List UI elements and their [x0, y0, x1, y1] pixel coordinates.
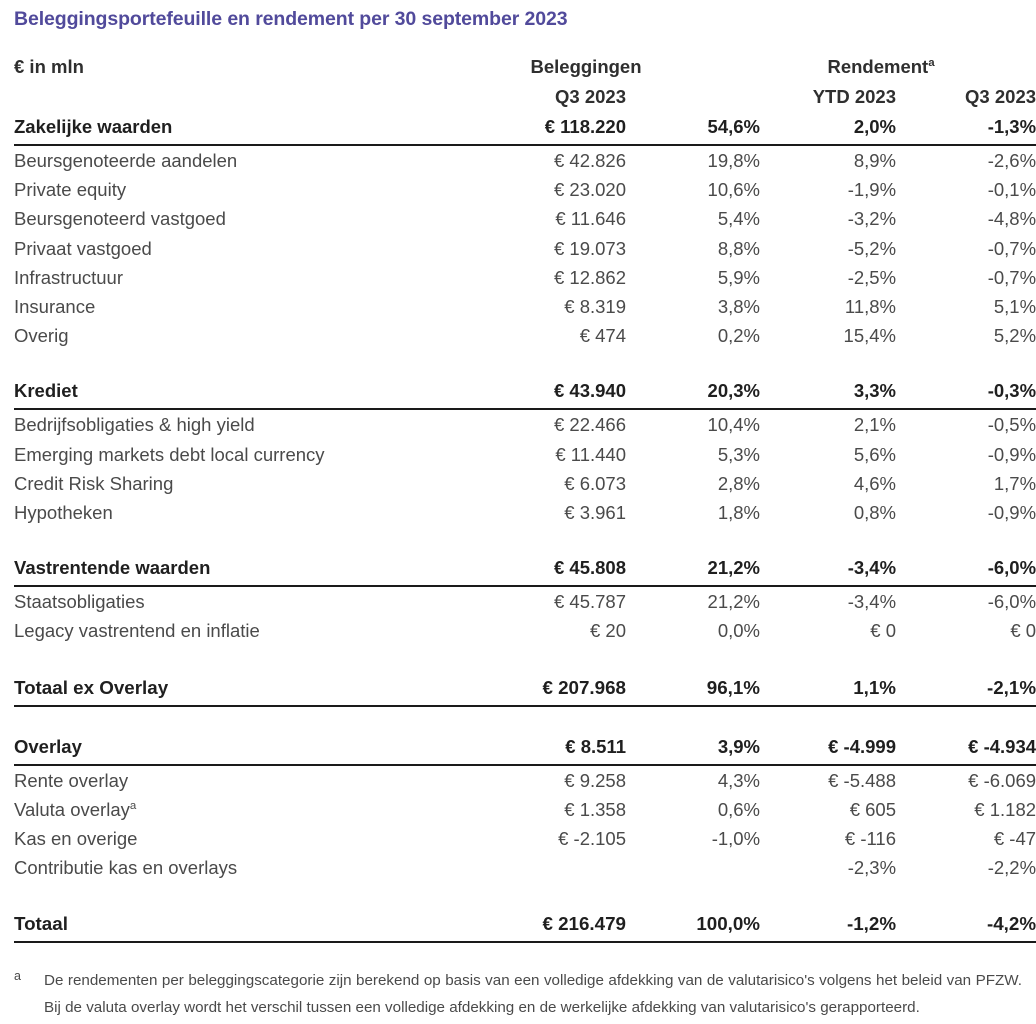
table-row-zakelijke-waarden-2-ytd: -3,2% [847, 208, 897, 230]
table-row-krediet-3-label: Hypotheken [14, 502, 113, 524]
table-row-zakelijke-waarden-2-value: € 11.646 [555, 208, 626, 230]
table-row-zakelijke-waarden-3 [14, 234, 1036, 263]
table-row-zakelijke-waarden-1 [14, 175, 1036, 204]
subtotal-row-totaal-ex-overlay-q3: -2,1% [896, 672, 1036, 706]
total-row-totaal-q3: -4,2% [896, 908, 1036, 942]
section-header-zakelijke-waarden-pct: 54,6% [626, 112, 760, 145]
footnote-marker: a [14, 969, 21, 984]
table-row-zakelijke-waarden-0 [14, 145, 1036, 175]
table-row-vastrentende-waarden-1-label: Legacy vastrentend en inflatie [14, 620, 260, 642]
section-header-vastrentende-waarden-pct: 21,2% [626, 553, 760, 586]
table-row-krediet-2-label: Credit Risk Sharing [14, 472, 174, 494]
table-row-krediet-1-ytd: 5,6% [853, 443, 897, 465]
table-row-overlay-0 [14, 765, 1036, 795]
table-row-zakelijke-waarden-1-label: Private equity [14, 179, 127, 201]
table-row-overlay-1-label: Valuta overlay$^a$ [14, 798, 137, 820]
table-header-row-1 [14, 30, 1036, 82]
table-row-overlay-3 [14, 853, 1036, 882]
section-header-vastrentende-waarden-value: € 45.808 [446, 553, 626, 586]
table-row-zakelijke-waarden-4-ytd: -2,5% [847, 266, 897, 288]
table-row-krediet-1-label: Emerging markets debt local currency [14, 443, 325, 465]
table-row-zakelijke-waarden-1-ytd: -1,9% [847, 179, 897, 201]
table-row-vastrentende-waarden-1 [14, 616, 1036, 645]
table-row-krediet-3-value: € 3.961 [564, 502, 626, 524]
table-row-overlay-1 [14, 795, 1036, 824]
section-header-overlay-value: € 8.511 [446, 732, 626, 765]
table-row-zakelijke-waarden-4-label: Infrastructuur [14, 266, 123, 288]
table-row-krediet-2 [14, 469, 1036, 498]
subtotal-row-totaal-ex-overlay-ytd: 1,1% [760, 672, 896, 706]
table-row-overlay-1-value: € 1.358 [564, 798, 626, 820]
table-row-zakelijke-waarden-6-label: Overig [14, 325, 69, 347]
section-header-krediet-ytd: 3,3% [760, 376, 896, 409]
table-row-zakelijke-waarden-2-pct: 5,4% [717, 208, 761, 230]
table-row-zakelijke-waarden-3-pct: 8,8% [717, 237, 761, 259]
table-header-row-2 [14, 82, 1036, 112]
table-row-krediet-1 [14, 440, 1036, 469]
footnote-marker-inline: a [129, 799, 137, 812]
table-row-vastrentende-waarden-0-q3: -6,0% [987, 591, 1036, 613]
table-row-zakelijke-waarden-5-value: € 8.319 [564, 296, 626, 318]
spacer-cell [14, 882, 1036, 908]
total-row-totaal [14, 908, 1036, 942]
table-row-zakelijke-waarden-6-pct: 0,2% [717, 325, 761, 347]
table-row-krediet-3-pct: 1,8% [717, 502, 761, 524]
table-row-zakelijke-waarden-6-q3: 5,2% [993, 325, 1036, 347]
section-header-krediet-pct: 20,3% [626, 376, 760, 409]
table-row-zakelijke-waarden-6-ytd: 15,4% [843, 325, 897, 347]
table-row-krediet-0 [14, 409, 1036, 439]
table-row-zakelijke-waarden-5-pct: 3,8% [717, 296, 761, 318]
table-row-krediet-2-q3: 1,7% [993, 472, 1036, 494]
section-header-vastrentende-waarden-q3: -6,0% [896, 553, 1036, 586]
page-title: Beleggingsportefeuille en rendement per 30 september 2023 [14, 8, 568, 30]
table-row-zakelijke-waarden-3-q3: -0,7% [987, 237, 1036, 259]
table-row-vastrentende-waarden-0-value: € 45.787 [553, 591, 626, 613]
table-row-zakelijke-waarden-2 [14, 204, 1036, 233]
table-row-vastrentende-waarden-0-label: Staatsobligaties [14, 591, 145, 613]
table-row-krediet-2-pct: 2,8% [717, 472, 761, 494]
spacer-cell [14, 350, 1036, 376]
section-header-krediet-label: Krediet [14, 376, 446, 409]
spacer-row [14, 527, 1036, 553]
table-row-overlay-1-pct: 0,6% [717, 798, 761, 820]
table-row-overlay-0-q3: € -6.069 [968, 769, 1036, 791]
section-header-overlay-pct: 3,9% [626, 732, 760, 765]
table-row-krediet-2-value: € 6.073 [564, 472, 626, 494]
section-header-zakelijke-waarden [14, 112, 1036, 145]
table-row-overlay-1-ytd: € 605 [849, 798, 897, 820]
rendement-ytd-header: YTD 2023 [812, 86, 897, 107]
table-row-zakelijke-waarden-0-pct: 19,8% [707, 150, 761, 171]
table-row-krediet-0-ytd: 2,1% [853, 414, 897, 436]
table-row-zakelijke-waarden-5-q3: 5,1% [993, 296, 1036, 318]
table-row-krediet-0-value: € 22.466 [553, 414, 626, 436]
footnote [14, 967, 1022, 1021]
table-row-krediet-3-q3: -0,9% [987, 502, 1036, 524]
table-row-overlay-2-ytd: € -116 [844, 828, 897, 850]
total-row-totaal-label: Totaal [14, 908, 446, 942]
table-row-krediet-0-label: Bedrijfsobligaties & high yield [14, 414, 255, 436]
table-row-krediet-1-q3: -0,9% [987, 443, 1036, 465]
table-row-overlay-0-label: Rente overlay [14, 769, 129, 791]
table-row-zakelijke-waarden-1-value: € 23.020 [553, 179, 626, 201]
table-row-zakelijke-waarden-4 [14, 263, 1036, 292]
table-row-zakelijke-waarden-5-label: Insurance [14, 296, 96, 318]
table-row-overlay-3-q3: -2,2% [987, 857, 1036, 879]
spacer-row [14, 350, 1036, 376]
table-row-overlay-2-q3: € -47 [993, 828, 1036, 850]
table-row-overlay-3-pct [626, 853, 760, 882]
section-header-overlay-ytd: € -4.999 [760, 732, 896, 765]
table-row-vastrentende-waarden-0 [14, 586, 1036, 616]
spacer-row [14, 706, 1036, 732]
table-row-zakelijke-waarden-2-q3: -4,8% [987, 208, 1036, 230]
table-row-overlay-3-ytd: -2,3% [847, 857, 897, 879]
table-row-overlay-2-pct: -1,0% [711, 828, 761, 850]
table-row-zakelijke-waarden-1-pct: 10,6% [707, 179, 761, 201]
table-row-vastrentende-waarden-1-value: € 20 [589, 620, 626, 642]
section-header-vastrentende-waarden-label: Vastrentende waarden [14, 553, 446, 586]
beleggingen-group-header: Beleggingen [530, 56, 642, 77]
section-header-krediet [14, 376, 1036, 409]
footnote-text: De rendementen per beleggingscategorie zijn berekend op basis van een volledige afdekking van de valutarisico's volgens het beleid van PFZW. Bij de valuta overlay wordt het verschil tussen een volledige afdekking en de werkelijke afdekking van valutarisico's gerapporteerd. [44, 972, 1022, 1017]
total-row-totaal-ytd: -1,2% [760, 908, 896, 942]
section-header-zakelijke-waarden-q3: -1,3% [896, 112, 1036, 145]
table-header [14, 30, 1036, 112]
table-row-overlay-1-q3: € 1.182 [974, 798, 1036, 820]
investment-portfolio-table [14, 30, 1036, 943]
spacer-row [14, 646, 1036, 672]
beleggingen-period-header: Q3 2023 [555, 86, 626, 107]
section-header-krediet-value: € 43.940 [446, 376, 626, 409]
section-header-zakelijke-waarden-label: Zakelijke waarden [14, 112, 446, 145]
table-row-vastrentende-waarden-1-ytd: € 0 [870, 620, 897, 642]
spacer-cell [14, 646, 1036, 672]
table-row-zakelijke-waarden-0-ytd: 8,9% [853, 150, 897, 171]
table-row-zakelijke-waarden-4-value: € 12.862 [553, 266, 626, 288]
table-body [14, 112, 1036, 942]
table-row-krediet-0-pct: 10,4% [707, 414, 761, 436]
spacer-cell [14, 527, 1036, 553]
table-row-krediet-2-ytd: 4,6% [853, 472, 897, 494]
table-row-krediet-3 [14, 498, 1036, 527]
rendement-footnote-marker: a [928, 56, 935, 69]
section-header-zakelijke-waarden-ytd: 2,0% [760, 112, 896, 145]
table-row-krediet-1-pct: 5,3% [717, 443, 761, 465]
table-row-vastrentende-waarden-1-pct: 0,0% [717, 620, 761, 642]
table-row-overlay-0-pct: 4,3% [717, 769, 761, 791]
section-header-zakelijke-waarden-value: € 118.220 [446, 112, 626, 145]
table-row-zakelijke-waarden-4-q3: -0,7% [987, 266, 1036, 288]
section-header-overlay-label: Overlay [14, 732, 446, 765]
table-row-zakelijke-waarden-6 [14, 321, 1036, 350]
subtotal-row-totaal-ex-overlay [14, 672, 1036, 706]
rendement-group-header: Rendement$^a$ [827, 56, 935, 77]
empty-header-cell [14, 82, 446, 112]
beleggingen-pct-header [626, 82, 760, 112]
table-row-vastrentende-waarden-1-q3: € 0 [1010, 620, 1036, 642]
table-row-zakelijke-waarden-2-label: Beursgenoteerd vastgoed [14, 208, 226, 230]
table-row-overlay-2-value: € -2.105 [558, 828, 626, 850]
table-row-krediet-1-value: € 11.440 [555, 443, 626, 465]
section-header-vastrentende-waarden [14, 553, 1036, 586]
table-row-zakelijke-waarden-0-q3: -2,6% [987, 150, 1036, 171]
table-row-vastrentende-waarden-0-pct: 21,2% [707, 591, 761, 613]
table-row-zakelijke-waarden-0-label: Beursgenoteerde aandelen [14, 150, 238, 171]
table-row-zakelijke-waarden-3-ytd: -5,2% [847, 237, 897, 259]
total-row-totaal-pct: 100,0% [626, 908, 760, 942]
section-header-overlay [14, 732, 1036, 765]
unit-label: € in mln [14, 56, 84, 77]
table-row-zakelijke-waarden-0-value: € 42.826 [553, 150, 626, 171]
subtotal-row-totaal-ex-overlay-label: Totaal ex Overlay [14, 672, 446, 706]
table-row-overlay-3-label: Contributie kas en overlays [14, 857, 238, 879]
table-row-zakelijke-waarden-6-value: € 474 [579, 325, 626, 347]
table-row-overlay-0-value: € 9.258 [564, 769, 626, 791]
table-row-krediet-0-q3: -0,5% [987, 414, 1036, 436]
spacer-cell [14, 706, 1036, 732]
table-row-zakelijke-waarden-3-value: € 19.073 [553, 237, 626, 259]
table-row-overlay-2-label: Kas en overige [14, 828, 138, 850]
subtotal-row-totaal-ex-overlay-pct: 96,1% [626, 672, 760, 706]
table-row-zakelijke-waarden-3-label: Privaat vastgoed [14, 237, 152, 259]
rendement-q3-header: Q3 2023 [965, 86, 1036, 107]
section-header-vastrentende-waarden-ytd: -3,4% [760, 553, 896, 586]
section-header-overlay-q3: € -4.934 [896, 732, 1036, 765]
spacer-row [14, 882, 1036, 908]
table-row-zakelijke-waarden-5-ytd: 11,8% [844, 296, 897, 318]
total-row-totaal-value: € 216.479 [446, 908, 626, 942]
table-row-overlay-0-ytd: € -5.488 [828, 769, 897, 791]
table-row-overlay-3-value [446, 853, 626, 882]
table-row-vastrentende-waarden-0-ytd: -3,4% [847, 591, 897, 613]
table-row-zakelijke-waarden-1-q3: -0,1% [987, 179, 1036, 201]
section-header-krediet-q3: -0,3% [896, 376, 1036, 409]
table-row-krediet-3-ytd: 0,8% [853, 502, 897, 524]
subtotal-row-totaal-ex-overlay-value: € 207.968 [446, 672, 626, 706]
table-row-overlay-2 [14, 824, 1036, 853]
table-row-zakelijke-waarden-5 [14, 292, 1036, 321]
table-row-zakelijke-waarden-4-pct: 5,9% [717, 266, 761, 288]
